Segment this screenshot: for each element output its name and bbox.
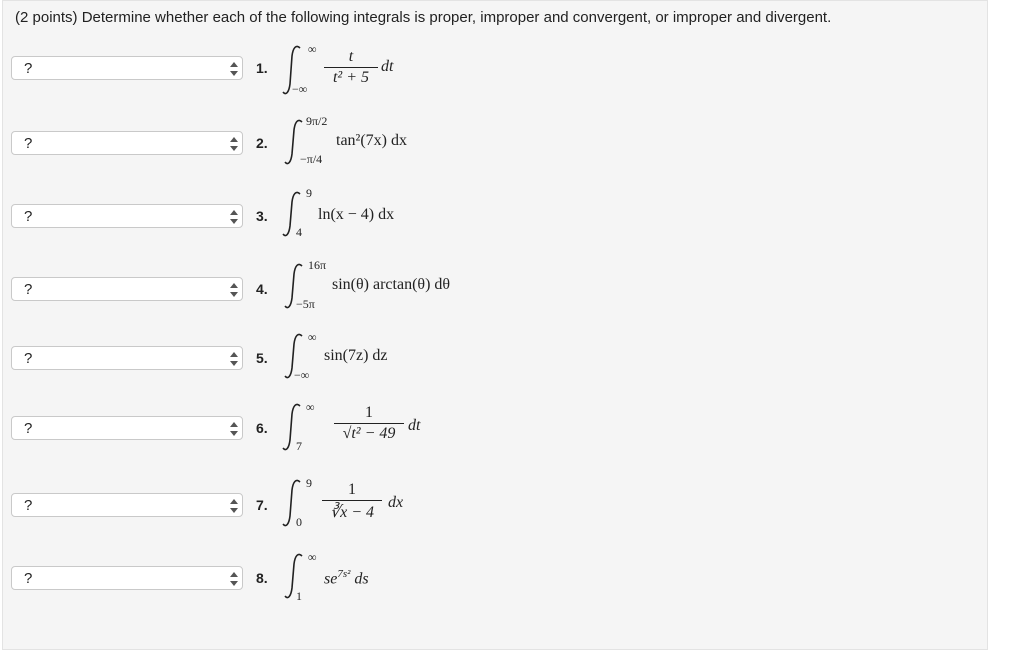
select-arrows-icon bbox=[229, 351, 239, 367]
select-arrows-icon bbox=[229, 61, 239, 77]
lower-limit: −5π bbox=[296, 297, 315, 311]
select-arrows-icon bbox=[229, 421, 239, 437]
question-panel bbox=[2, 0, 988, 650]
differential: dt bbox=[381, 58, 394, 75]
fraction bbox=[334, 404, 404, 443]
question-prompt: (2 points) Determine whether each of the following integrals is proper, improper and convergent, or improper and divergent. bbox=[15, 9, 832, 26]
answer-select-5[interactable] bbox=[11, 346, 243, 370]
lower-limit: −∞ bbox=[292, 82, 308, 96]
select-value: ? bbox=[24, 281, 33, 298]
select-value: ? bbox=[24, 497, 33, 514]
numerator: t bbox=[348, 48, 354, 65]
differential: dx bbox=[388, 494, 404, 511]
upper-limit: 9 bbox=[306, 186, 312, 200]
lower-limit: −∞ bbox=[294, 368, 310, 382]
select-arrows-icon bbox=[229, 282, 239, 298]
upper-limit: ∞ bbox=[308, 550, 317, 564]
denominator: √t² − 49 bbox=[342, 425, 396, 442]
select-value: ? bbox=[24, 570, 33, 587]
integral-sign-icon bbox=[284, 552, 306, 600]
upper-limit: ∞ bbox=[308, 330, 317, 344]
select-value: ? bbox=[24, 350, 33, 367]
answer-select-6[interactable] bbox=[11, 416, 243, 440]
fraction bbox=[322, 481, 382, 522]
lower-limit: 7 bbox=[296, 439, 302, 453]
item-number: 1. bbox=[256, 60, 268, 76]
item-number: 2. bbox=[256, 135, 268, 151]
denominator: ∛x − 4 bbox=[329, 504, 375, 521]
item-number: 8. bbox=[256, 570, 268, 586]
differential: dt bbox=[408, 417, 421, 434]
answer-select-7[interactable] bbox=[11, 493, 243, 517]
lower-limit: 0 bbox=[296, 515, 302, 529]
item-number: 5. bbox=[256, 350, 268, 366]
answer-select-4[interactable] bbox=[11, 277, 243, 301]
integrand: tan²(7x) dx bbox=[336, 132, 407, 149]
select-arrows-icon bbox=[229, 136, 239, 152]
numerator: 1 bbox=[365, 404, 373, 421]
upper-limit: 9π/2 bbox=[306, 114, 328, 128]
fraction bbox=[324, 48, 378, 87]
integrand-exponent: 7s² bbox=[337, 568, 351, 580]
item-number: 6. bbox=[256, 420, 268, 436]
select-value: ? bbox=[24, 60, 33, 77]
upper-limit: ∞ bbox=[306, 400, 315, 414]
integrand: ln(x − 4) dx bbox=[318, 206, 395, 223]
integrand: sin(θ) arctan(θ) dθ bbox=[332, 276, 451, 293]
lower-limit: 4 bbox=[296, 225, 302, 239]
denominator: t² + 5 bbox=[332, 69, 370, 86]
upper-limit: 16π bbox=[308, 258, 327, 272]
select-arrows-icon bbox=[229, 498, 239, 514]
select-arrows-icon bbox=[229, 209, 239, 225]
lower-limit: −π/4 bbox=[300, 152, 323, 166]
differential: ds bbox=[354, 570, 369, 588]
select-value: ? bbox=[24, 420, 33, 437]
lower-limit: 1 bbox=[296, 589, 302, 603]
integrand-base: se bbox=[324, 570, 338, 588]
item-number: 7. bbox=[256, 497, 268, 513]
integrand: sin(7z) dz bbox=[324, 347, 388, 364]
numerator: 1 bbox=[348, 481, 356, 498]
answer-select-2[interactable] bbox=[11, 131, 243, 155]
answer-select-8[interactable] bbox=[11, 566, 243, 590]
item-number: 3. bbox=[256, 208, 268, 224]
select-value: ? bbox=[24, 208, 33, 225]
answer-select-3[interactable] bbox=[11, 204, 243, 228]
select-value: ? bbox=[24, 135, 33, 152]
item-number: 4. bbox=[256, 281, 268, 297]
answer-select-1[interactable] bbox=[11, 56, 243, 80]
select-arrows-icon bbox=[229, 571, 239, 587]
upper-limit: ∞ bbox=[308, 42, 317, 56]
upper-limit: 9 bbox=[306, 476, 312, 490]
